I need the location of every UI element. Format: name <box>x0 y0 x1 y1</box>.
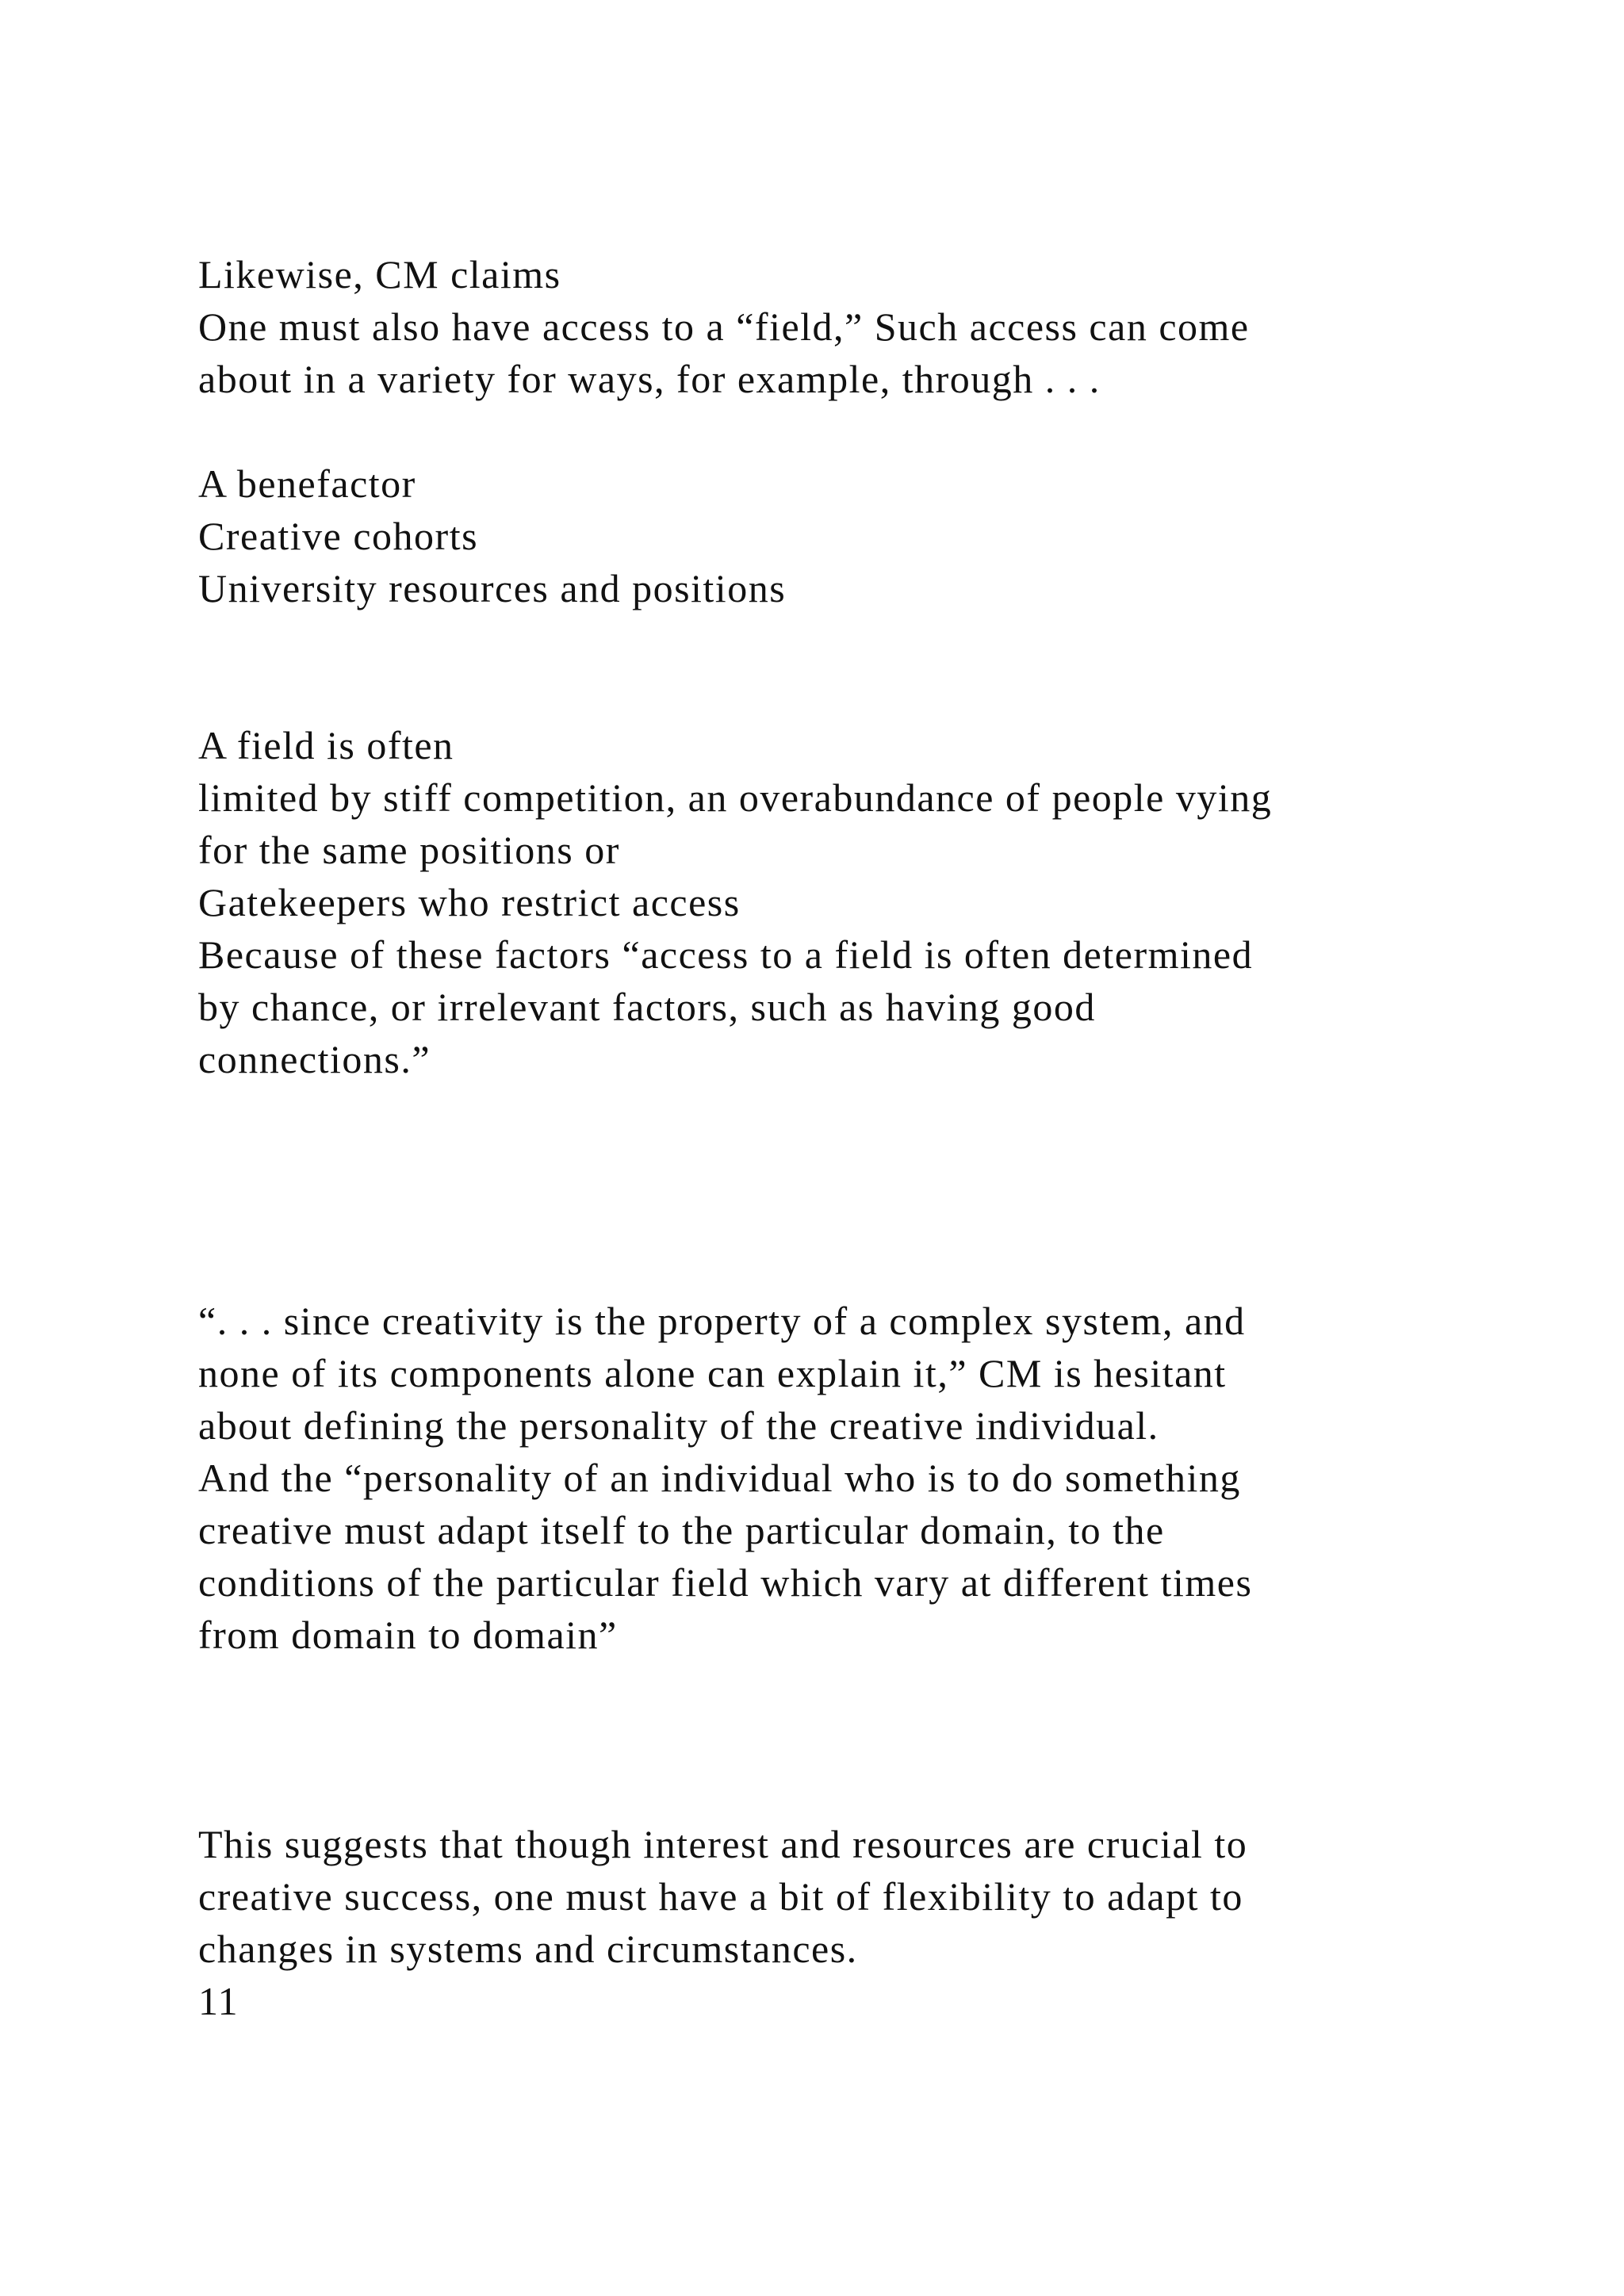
text-line: for the same positions or <box>198 828 620 872</box>
text-line: creative success, one must have a bit of flexibility to adapt to <box>198 1874 1243 1919</box>
text-line: changes in systems and circumstances. <box>198 1927 858 1971</box>
text-line: by chance, or irrelevant factors, such as having good <box>198 985 1096 1029</box>
text-line: Because of these factors “access to a field is often determined <box>198 932 1254 977</box>
text-line: A field is often <box>198 723 454 767</box>
text-line: Likewise, CM claims <box>198 252 561 297</box>
text-line: about in a variety for ways, for example, through . . . <box>198 357 1101 401</box>
quote-line: from domain to domain” <box>198 1613 618 1657</box>
text-line: One must also have access to a “field,” Such access can come <box>198 304 1250 349</box>
quote-line: none of its components alone can explain it,” CM is hesitant <box>198 1351 1227 1395</box>
quote-line: about defining the personality of the creative individual. <box>198 1403 1159 1448</box>
text-line: limited by stiff competition, an overabundance of people vying <box>198 775 1273 820</box>
text-line: connections.” <box>198 1037 431 1081</box>
quote-line: “. . . since creativity is the property of a complex system, and <box>198 1299 1246 1343</box>
quote-line: And the “personality of an individual who is to do something <box>198 1456 1241 1500</box>
list-item: University resources and positions <box>198 566 787 610</box>
text-line: Gatekeepers who restrict access <box>198 880 741 924</box>
quote-line: conditions of the particular field which vary at different times <box>198 1560 1253 1605</box>
text-line: This suggests that though interest and resources are crucial to <box>198 1822 1248 1866</box>
page-number: 11 <box>198 1979 239 2023</box>
list-item: Creative cohorts <box>198 514 479 558</box>
list-item: A benefactor <box>198 461 416 506</box>
quote-line: creative must adapt itself to the particular domain, to the <box>198 1508 1165 1552</box>
